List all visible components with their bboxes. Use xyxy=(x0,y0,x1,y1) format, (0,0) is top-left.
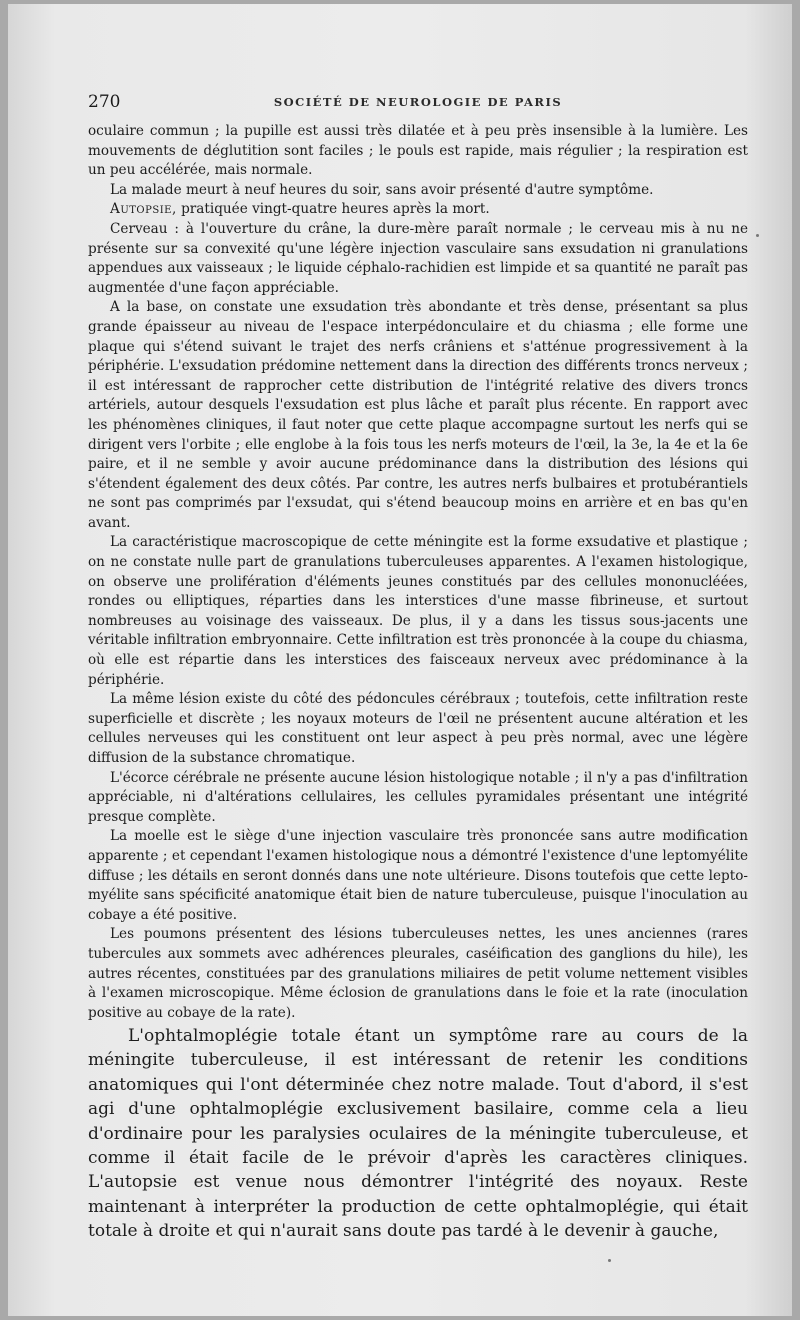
paragraph: La même lésion existe du côté des pédoncules cérébraux ; toutefois, cette infiltration reste superficielle et discrète ; les noyaux moteurs de l'œil ne présentent aucune altération et les cellules nerveuses qui les constituent ont leur aspect à peu près normal, avec une légère diffusion de la substance chromatique. xyxy=(88,691,748,766)
paragraph: oculaire commun ; la pupille est aussi très dilatée et à peu près insensible à la lumière. Les mouvements de déglutition sont faciles ; le pouls est rapide, mais régulier ; la respiration est un peu accélérée, mais normale. xyxy=(88,123,748,179)
paragraph: L'ophtalmoplégie totale étant un symptôme rare au cours de la méningite tuberculeuse, il est intéressant de retenir les conditions anatomiques qui l'ont déterminée chez notre malade. Tout d'abord, il s'est agi d'une ophtalmoplégie exclusivement basilaire, comme cela a lieu d'ordinaire pour les paralysies oculaires de la méningite tuberculeuse, et comme il était facile de le prévoir d'après les caractères cliniques. L'autopsie est venue nous démontrer l'intégrité des noyaux. Reste maintenant à interpréter la production de cette ophtalmoplégie, qui était totale à droite et qui n'aurait sans doute pas tardé à le devenir à gauche, xyxy=(88,1026,748,1242)
discussion-text xyxy=(88,1024,748,1244)
paragraph: L'écorce cérébrale ne présente aucune lésion histologique notable ; il n'y a pas d'infiltration appréciable, ni d'altérations cellulaires, les cellules pyramidales présentant une intégrité presque complète. xyxy=(88,769,748,825)
paragraph: Les poumons présentent des lésions tuberculeuses nettes, les unes anciennes (rares tubercules aux sommets avec adhérences pleurales, caséification des ganglions du hile), les autres récentes, constituées par des granulations miliaires de petit volume nettement visibles à l'examen microscopique. Même éclosion de granulations dans le foie et la rate (inoculation positive au cobaye de la rate). xyxy=(88,926,748,1021)
paragraph: La malade meurt à neuf heures du soir, sans avoir présenté d'autre symptôme. xyxy=(110,181,654,198)
scan-speck xyxy=(608,1259,611,1262)
paragraph xyxy=(88,200,748,220)
paragraph: La caractéristique macroscopique de cette méningite est la forme exsudative et plastique ; on ne constate nulle part de granulations tuberculeuses apparentes. A l'examen histologique, on observe une prolifération d'éléments jeunes constitués par des cellules mononucléées, rondes ou elliptiques, réparties dans les interstices d'une masse fibrineuse, et surtout nombreuses au voisinage des vaisseaux. De plus, il y a dans les tissus sous-jacents une véritable infiltration embryonnaire. Cette infiltration est très prononcée à la coupe du chiasma, où elle est répartie dans les interstices des faisceaux nerveux avec prédominance à la périphérie. xyxy=(88,534,748,688)
paragraph-text: pratiquée vingt-quatre heures après la mort. xyxy=(181,201,490,218)
paragraph: A la base, on constate une exsudation très abondante et très dense, présentant sa plus grande épaisseur au niveau de l'espace interpédonculaire et du chiasma ; elle forme une plaque qui s'étend suivant le trajet des nerfs crâniens et s'atténue progressivement à la périphérie. L'exsudation prédomine nettement dans la direction des différents troncs nerveux ; il est intéressant de rapprocher cette distribution de l'intégrité relative des divers troncs artériels, autour desquels l'exsudation est plus lâche et paraît plus récente. En rapport avec les phénomènes cliniques, il faut noter que cette plaque accompagne surtout les nerfs qui se dirigent vers l'orbite ; elle englobe à la fois tous les nerfs moteurs de l'œil, la 3e, la 4e et la 6e paire, et il ne semble y avoir aucune prédominance dans la distribution des lésions qui s'étendent également des deux côtés. Par contre, les autres nerfs bulbaires et protubérantiels ne sont pas comprimés par l'exsudat, qui s'étend beaucoup moins en arrière et en bas qu'en avant. xyxy=(88,299,748,531)
autopsie-label: Autopsie, xyxy=(110,201,177,218)
page-number: 270 xyxy=(88,92,121,112)
running-head: SOCIÉTÉ DE NEUROLOGIE DE PARIS xyxy=(273,95,563,109)
book-page xyxy=(8,4,792,1316)
scan-speck xyxy=(756,234,759,237)
paragraph: La moelle est le siège d'une injection vasculaire très prononcée sans autre modification apparente ; et cependant l'examen histologique nous a démontré l'existence d'une leptomyélite diffuse ; les détails en seront donnés dans une note ultérieure. Disons toutefois que cette lepto-myélite sans spécificité anatomique était bien de nature tuberculeuse, puisque l'inoculation au cobaye a été positive. xyxy=(88,828,748,923)
paragraph: Cerveau : à l'ouverture du crâne, la dure-mère paraît normale ; le cerveau mis à nu ne présente sur sa convexité qu'une légère injection vasculaire sans exsudation ni granulations appendues aux vaisseaux ; le liquide céphalo-rachidien est limpide et sa quantité ne paraît pas augmentée d'une façon appréciable. xyxy=(88,220,748,296)
case-report-text xyxy=(88,122,748,1023)
page-header xyxy=(88,92,748,116)
